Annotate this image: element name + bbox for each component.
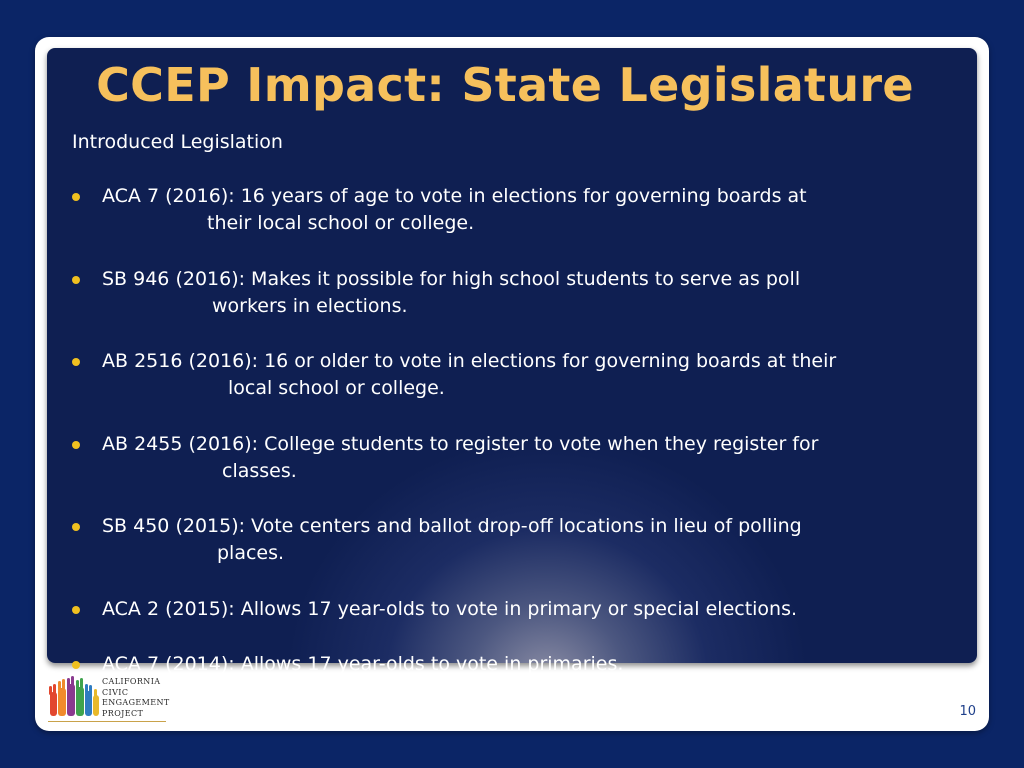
item-text-continued: their local school or college. [207, 212, 475, 234]
bullet-icon [72, 358, 80, 366]
list-item [72, 513, 952, 596]
item-text-continued: classes. [222, 459, 297, 482]
item-text: SB 450 (2015): Vote centers and ballot drop-off locations in lieu of polling [102, 515, 802, 537]
item-text-continued: local school or college. [228, 377, 445, 399]
list-item [72, 266, 952, 349]
logo-underline [48, 721, 166, 722]
logo-text-line: ENGAGEMENT [102, 698, 170, 707]
list-item [72, 348, 952, 431]
bullet-icon [72, 193, 80, 201]
logo-text-line: CALIFORNIA [102, 677, 161, 686]
bullet-icon [72, 276, 80, 284]
logo-text-line: PROJECT [102, 708, 144, 718]
item-text: SB 946 (2016): Makes it possible for high school students to serve as poll [102, 267, 801, 290]
list-item [72, 651, 952, 734]
bullet-icon [72, 606, 80, 614]
item-text: ACA 2 (2015): Allows 17 year-olds to vote in primary or special elections. [102, 597, 798, 620]
item-text-continued: places. [217, 542, 285, 564]
list-item [72, 431, 952, 514]
list-item [72, 596, 952, 651]
page-number: 10 [959, 704, 976, 719]
logo-wordmark [102, 677, 168, 719]
item-text: AB 2455 (2016): College students to register to vote when they register for [102, 432, 819, 455]
logo-text-line: CIVIC [102, 687, 129, 697]
legislation-list [72, 183, 952, 733]
item-text-continued: workers in elections. [212, 294, 408, 317]
item-text: ACA 7 (2014): Allows 17 year-olds to vote in primaries. [102, 652, 624, 675]
content-panel [47, 48, 977, 675]
bullet-icon [72, 661, 80, 669]
bullet-icon [72, 441, 80, 449]
item-text: AB 2516 (2016): 16 or older to vote in elections for governing boards at their [102, 350, 837, 372]
ccep-logo [48, 676, 170, 722]
slide-title: CCEP Impact: State Legislature [96, 58, 914, 112]
raised-hands-icon [48, 676, 100, 720]
bullet-icon [72, 523, 80, 531]
list-item [72, 183, 952, 266]
item-text: ACA 7 (2016): 16 years of age to vote in elections for governing boards at [102, 185, 807, 207]
section-heading: Introduced Legislation [72, 131, 283, 153]
